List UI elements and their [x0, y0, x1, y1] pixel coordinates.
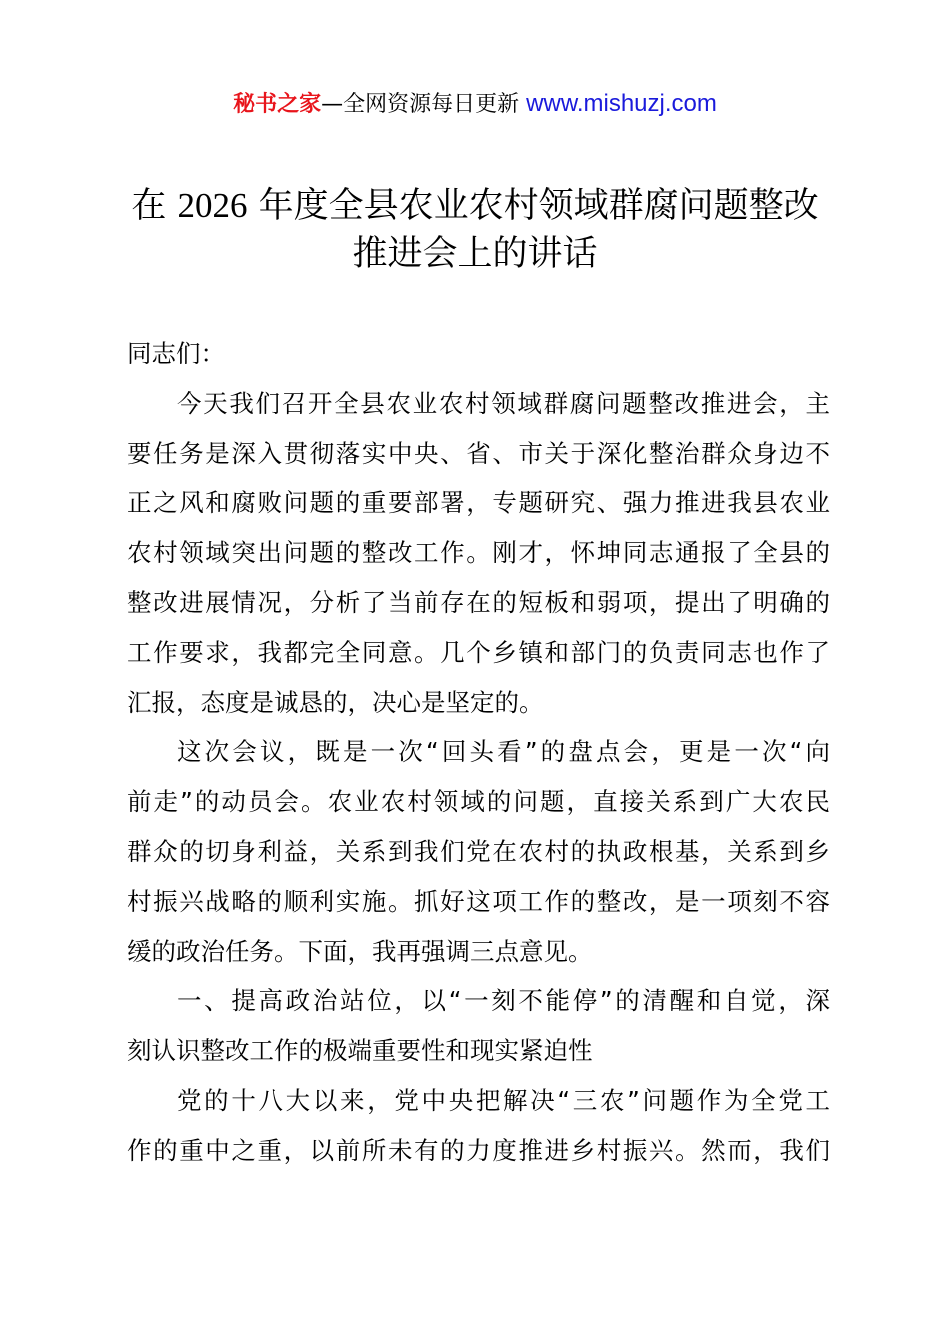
site-banner	[0, 88, 950, 121]
salutation: 同志们：	[127, 339, 225, 368]
title-line-1: 在 2026 年度全县农业农村领域群腐问题整改	[131, 186, 819, 226]
banner-tagline: —全网资源每日更新	[321, 92, 527, 117]
paragraph-line: 作的重中之重，以前所未有的力度推进乡村振兴。然而，我们	[127, 1135, 830, 1165]
paragraph-line: 汇报，态度是诚恳的，决心是坚定的。	[127, 687, 544, 717]
document-title	[0, 182, 950, 278]
paragraph-line: 村振兴战略的顺利实施。抓好这项工作的整改，是一项刻不容	[127, 886, 830, 916]
paragraph-line: 农村领域突出问题的整改工作。刚才，怀坤同志通报了全县的	[127, 538, 830, 568]
site-url-link[interactable]: www.mishuzj.com	[526, 90, 717, 117]
paragraph-line: 群众的切身利益，关系到我们党在农村的执政根基，关系到乡	[127, 836, 830, 866]
paragraph-line: 前走”的动员会。农业农村领域的问题，直接关系到广大农民	[127, 787, 830, 817]
paragraph-line: 今天我们召开全县农业农村领域群腐问题整改推进会，主	[177, 388, 830, 418]
brand-name: 秘书之家	[233, 92, 322, 117]
title-line-2: 推进会上的讲话	[352, 234, 598, 274]
paragraph-line: 缓的政治任务。下面，我再强调三点意见。	[127, 936, 593, 966]
paragraph-line: 正之风和腐败问题的重要部署，专题研究、强力推进我县农业	[127, 488, 830, 518]
paragraph-line: 党的十八大以来，党中央把解决“三农”问题作为全党工	[177, 1085, 830, 1115]
document-body	[127, 336, 830, 1183]
paragraph-line: 这次会议，既是一次“回头看”的盘点会，更是一次“向	[177, 737, 830, 767]
paragraph-line: 整改进展情况，分析了当前存在的短板和弱项，提出了明确的	[127, 587, 830, 617]
paragraph-line: 工作要求，我都完全同意。几个乡镇和部门的负责同志也作了	[127, 637, 830, 667]
section-heading-line: 刻认识整改工作的极端重要性和现实紧迫性	[127, 1036, 593, 1066]
paragraph-line: 要任务是深入贯彻落实中央、省、市关于深化整治群众身边不	[127, 438, 830, 468]
section-heading-line: 一、提高政治站位，以“一刻不能停”的清醒和自觉，深	[177, 986, 830, 1016]
